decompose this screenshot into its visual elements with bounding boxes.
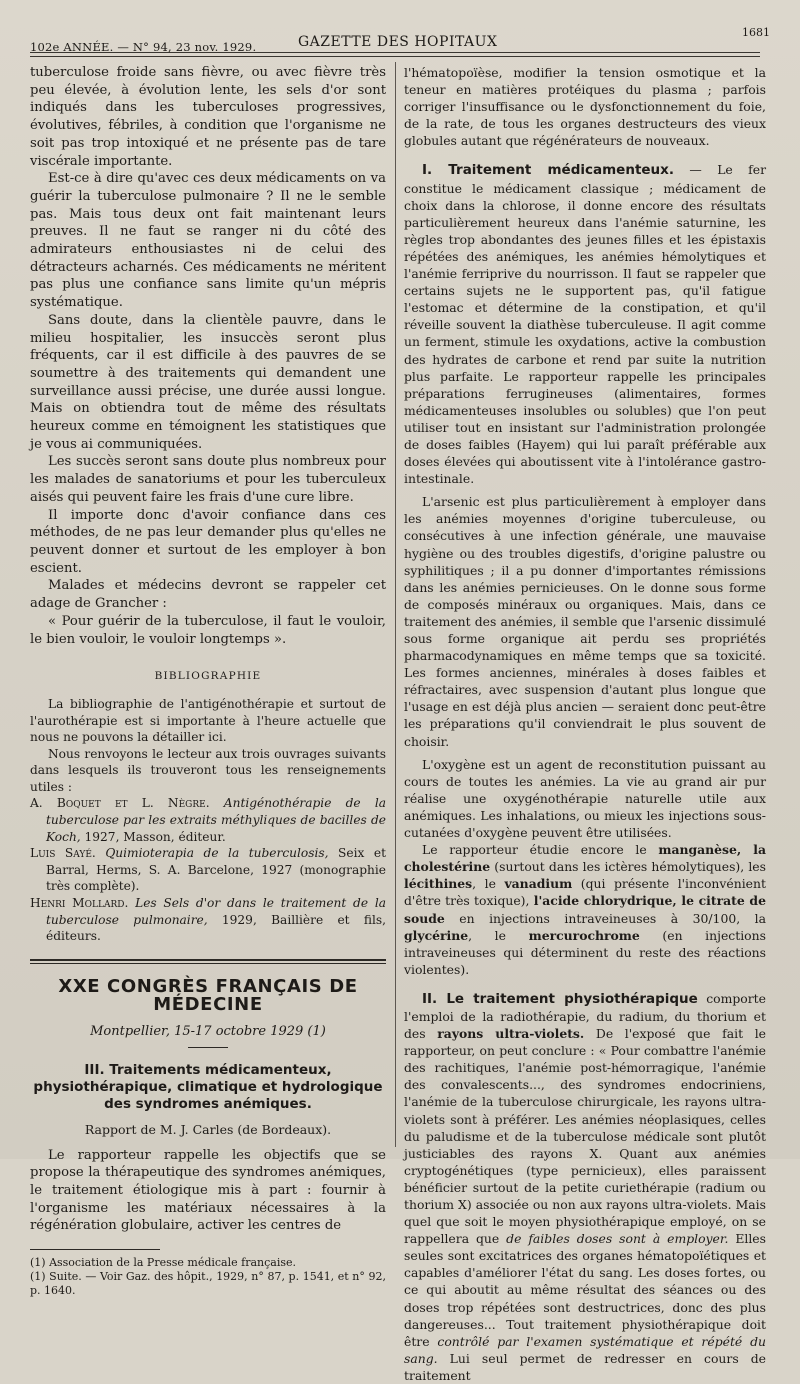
paragraph: l'hématopoïèse, modifier la tension osmotique et la teneur en matières protéiques du plasma ; parfois corriger l'insuffisance ou le dysfonctionnement du foie, de la rate, de tous les organes destructeurs des vieux globules autant que régénérateurs de nouveaux. xyxy=(404,65,766,149)
bibliography-text: La bibliographie de l'antigénothérapie et surtout de l'aurothérapie est si importante à l'heure actuelle que nous ne pouvons la détailler ici. xyxy=(30,696,386,745)
page-header xyxy=(30,26,770,52)
paragraph: Le rapporteur étudie encore le manganèse, la cholestérine (surtout dans les ictères hémolytiques), les lécithines, le vanadium (qui présente l'inconvénient d'être très toxique), l'acide chlorydrique, le citrate de soude en injections intraveineuses à 30/100, la glycérine, le mercurochrome (en injections intraveineuses qui déterminent du reste des réactions violentes). xyxy=(404,842,766,977)
header-rule-thin xyxy=(30,56,760,57)
bibliography-text: Nous renvoyons le lecteur aux trois ouvrages suivants dans lesquels ils trouveront tous les renseignements utiles : xyxy=(30,746,386,794)
reference-item: Luis Sayé. Quimioterapia de la tuberculosis, Seix et Barral, Herms, S. A. Barcelone, 1927 (monographie très complète). xyxy=(30,846,386,894)
header-rule xyxy=(30,52,760,53)
footnote: (1) Suite. — Voir Gaz. des hôpit., 1929, n° 87, p. 1541, et n° 92, p. 1640. xyxy=(30,1270,386,1298)
congress-title: XXE CONGRÈS FRANÇAIS DE MÉDECINE xyxy=(58,975,358,1015)
short-rule xyxy=(188,1047,228,1048)
footnote: (1) Association de la Presse médicale française. xyxy=(30,1256,297,1270)
paragraph: Est-ce à dire qu'avec ces deux médicaments on va guérir la tuberculose pulmonaire ? Il ne le semble pas. Mais tous deux ont fait maintenant leurs preuves. Il ne faut se ranger ni du côté des admirateurs enthousiastes ni de celui des détracteurs acharnés. Ces médicaments ne méritent pas plus une confiance sans limite qu'un mépris systématique. xyxy=(30,171,386,311)
section-rule-thin xyxy=(30,963,386,964)
issue-info: 102e ANNÉE. — N° 94, 23 nov. 1929. xyxy=(30,40,257,54)
congress-dates: Montpellier, 15-17 octobre 1929 (1) xyxy=(90,1024,326,1040)
paragraph: L'oxygène est un agent de reconstitution puissant au cours de toutes les anémies. La vie au grand air pur réalise une oxygénothérapie naturelle utile aux anémiques. Les inhalations, ou mieux les injections sous-cutanées d'oxygène peuvent être utilisées. xyxy=(404,756,766,841)
reference-item: Henri Mollard. Les Sels d'or dans le traitement de la tuberculose pulmonaire, 1929, Baillière et fils, éditeurs. xyxy=(30,896,387,944)
section-rule xyxy=(30,959,386,961)
paragraph: tuberculose froide sans fièvre, ou avec fièvre très peu élevée, à évolution lente, les sels d'or sont indiqués dans les tuberculoses progressives, évolutives, fébriles, à condition que l'organisme ne soit pas trop intoxiqué et ne présente pas de tare viscérale importante. xyxy=(30,65,386,169)
paragraph: Le rapporteur rappelle les objectifs que se propose la thérapeutique des syndromes anémiques, le traitement étiologique mis à part : fournir à l'organisme les matériaux nécessaires à la régénération globulaire, activer les centres de xyxy=(30,1147,386,1234)
quote: « Pour guérir de la tuberculose, il faut le vouloir, le bien vouloir, le vouloir longtemps ». xyxy=(30,613,386,647)
paragraph: Les succès seront sans doute plus nombreux pour les malades de sanatoriums et pour les tuberculeux aisés qui peuvent faire les frais d'une cure libre. xyxy=(30,454,386,505)
column-divider xyxy=(395,62,396,1147)
paragraph: L'arsenic est plus particulièrement à employer dans les anémies moyennes d'origine tuberculeuse, ou consécutives à une infection générale, une mauvaise hygiène ou des troubles digestifs, d'origine palustre ou syphilitiques ; il a pu donner d'importantes rémissions dans les anémies pernicieuses. On le donne sous forme de composés minéraux ou organiques. Mais, dans ce traitement des anémies, il semble que l'arsenic dissimulé sous forme organique ait perdu ses propriétés pharmacodynamiques en même temps que sa toxicité. Les formes anciennes, minérales à doses faibles et réfractaires, avec suspension d'autant plus longue que l'usage en est déjà plus ancien — seraient donc peut-être les préparations qu'il conviendrait le plus souvent de choisir. xyxy=(404,494,766,749)
section-title: III. Traitements médicamenteux, physiothérapique, climatique et hydrologique des syndromes anémiques. xyxy=(33,1061,383,1112)
paragraph: Malades et médecins devront se rappeler cet adage de Grancher : xyxy=(30,578,386,612)
report-author: Rapport de M. J. Carles (de Bordeaux). xyxy=(84,1121,332,1137)
bibliography-heading: BIBLIOGRAPHIE xyxy=(154,670,262,683)
footnote-rule xyxy=(30,1249,160,1250)
paragraph: Il importe donc d'avoir confiance dans ces méthodes, de ne pas leur demander plus qu'elles ne peuvent donner et surtout de les employer à bon escient. xyxy=(30,507,386,576)
left-column xyxy=(30,64,386,1298)
subsection-heading: I. Traitement médicamenteux. xyxy=(422,162,674,179)
paragraph: Sans doute, dans la clientèle pauvre, dans le milieu hospitalier, les insuccès seront plus fréquents, car il est difficile à des pauvres de se soumettre à des traitements qui demandent une surveillance aussi précise, une durée aussi longue. Mais on obtiendra tout de même des résultats heureux comme en témoignent les statistiques que je vous ai communiquées. xyxy=(30,312,386,452)
subsection-heading: II. Le traitement physiothérapique xyxy=(422,990,698,1007)
paragraph: II. Le traitement physiothérapique comporte l'emploi de la radiothérapie, du radium, du thorium et des rayons ultra-violets. De l'exposé que fait le rapporteur, on peut conclure : « Pour combattre l'anémie des rachitiques, l'anémie post-hémorragique, l'anémie des convalescents..., des syndromes endocriniens, l'anémie de la tuberculose chirurgicale, les rayons ultra-violets sont à préférer. Les anémies néoplasiques, celles du paludisme et de la tuberculose médicale sont plutôt justiciables des rayons X. Quant aux anémies cryptogénétiques (type pernicieux), elles paraissent bénéficier surtout de la petite curiethérapie (radium ou thorium X) associée ou non aux rayons ultra-violets. Mais quel que soit le moyen physiothérapique employé, on se rappellera que de faibles doses sont à employer. Elles seules sont excitatrices des organes hématopoïétiques et capables d'améliorer l'état du sang. Les doses fortes, ou ce qui aboutit au même résultat des séances ou des doses trop répétées sont destructrices, donc des plus dangereuses... Tout traitement physiothérapique doit être contrôlé par l'examen systématique et répété du sang. Lui seul permet de redresser en cours de traitement xyxy=(404,990,766,1383)
journal-title: GAZETTE DES HOPITAUX xyxy=(298,34,498,50)
reference-item: A. Boquet et L. Nègre. Antigénothérapie de la tuberculose par les extraits méthyliques de bacilles de Koch, 1927, Masson, éditeur. xyxy=(30,796,387,844)
right-column xyxy=(404,64,766,1384)
page-number: 1681 xyxy=(742,26,770,39)
paragraph: I. Traitement médicamenteux. — Le fer constitue le médicament classique ; médicament de choix dans la chlorose, il donne encore des résultats particulièrement heureux dans l'anémie saturnine, les règles trop abondantes des jeunes filles et les épistaxis répétées des anémiques, les anémies hémolytiques et l'anémie ferriprive du nourrisson. Il faut se rappeler que certains sujets ne le supportent pas, qu'il fatigue l'estomac et détermine de la constipation, et qu'il réveille souvent la diathèse tuberculeuse. Il agit comme un ferment, stimule les oxydations, active la combustion des hydrates de carbone et rend par suite la nutrition plus parfaite. Le rapporteur rappelle les principales préparations ferrugineuses (alimentaires, formes médicamenteuses insolubles ou solubles) que l'on peut utiliser tout en insistant sur l'administration prolongée de doses faibles (Hayem) qui lui paraît préférable aux doses élevées qui aboutissent vite à l'intolérance gastro-intestinale. xyxy=(404,162,766,487)
